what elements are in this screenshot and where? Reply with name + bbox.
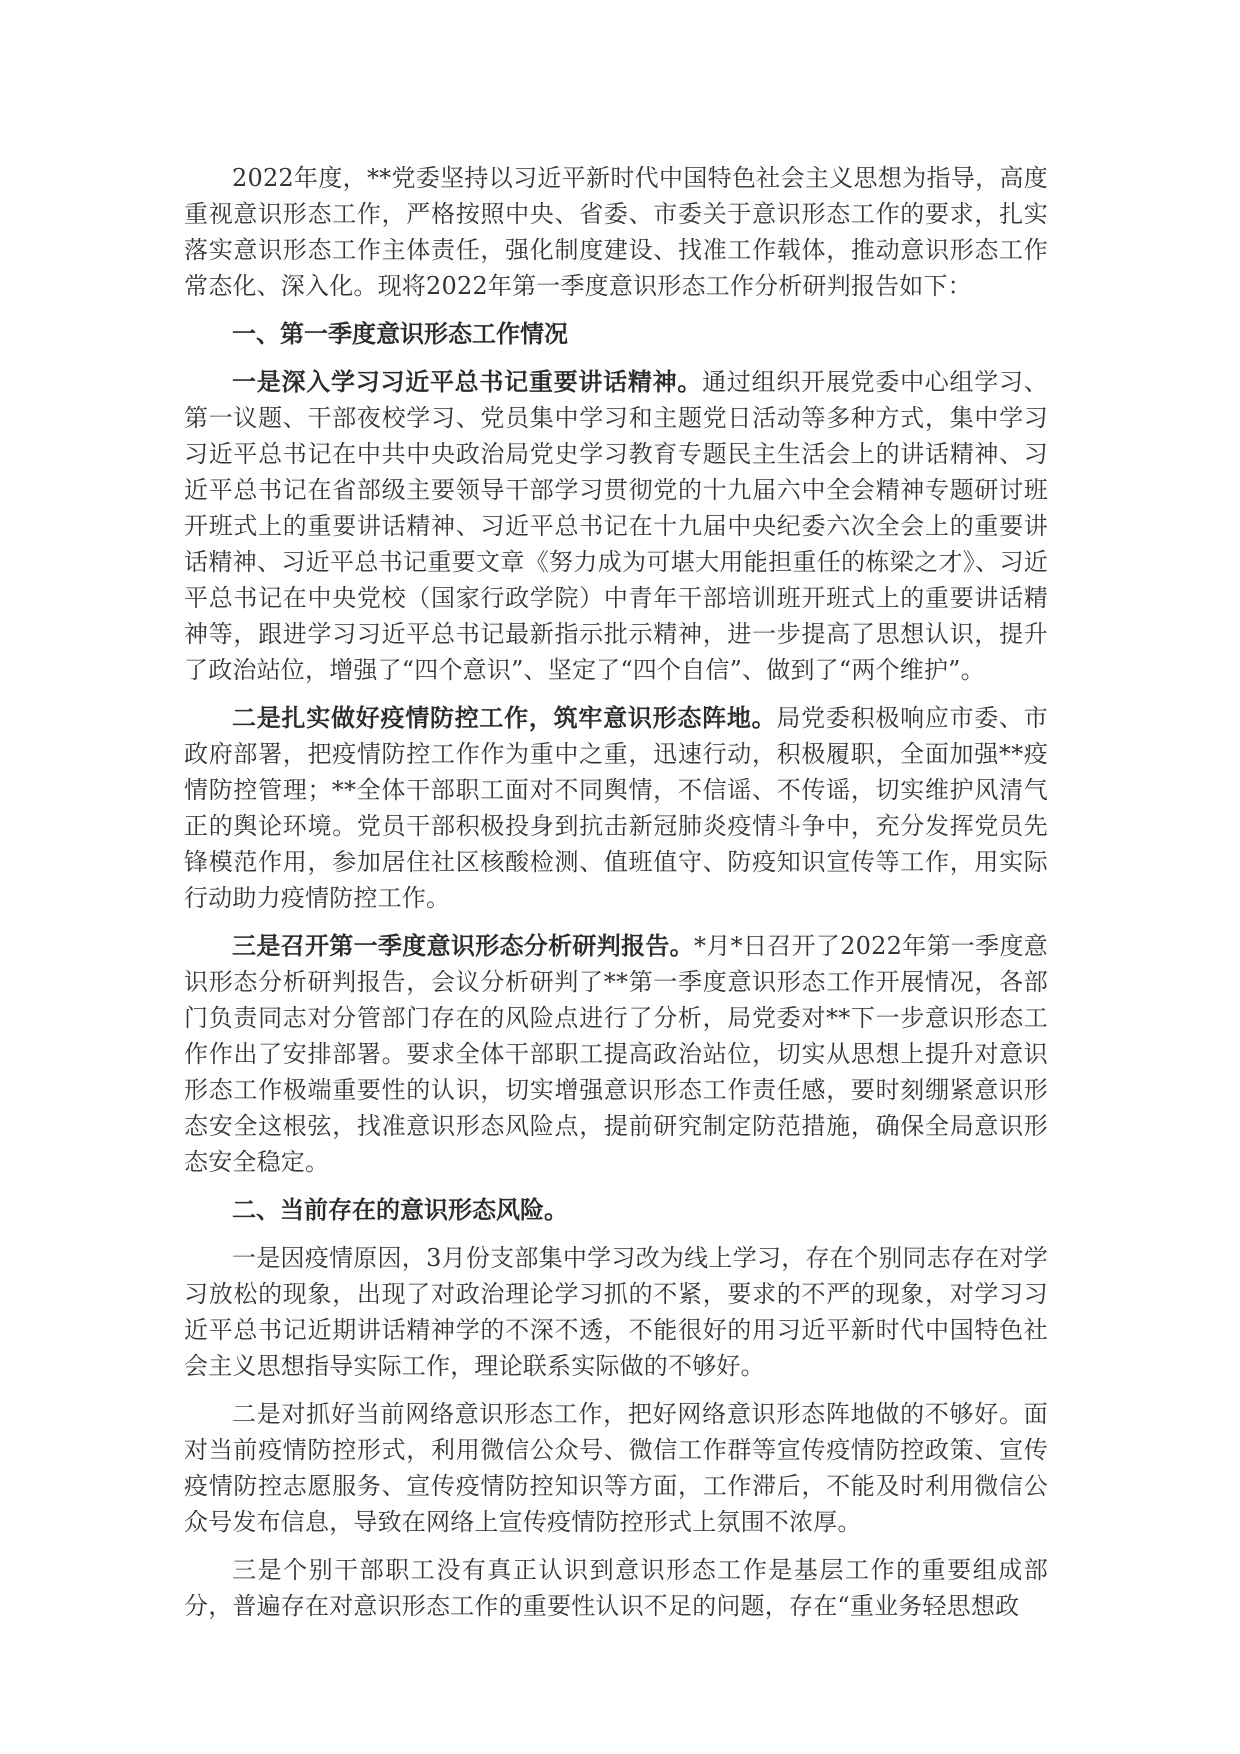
section-1-item-2 [184, 700, 1048, 916]
intro-paragraph: 2022年度，**党委坚持以习近平新时代中国特色社会主义思想为指导，高度重视意识形态工作，严格按照中央、省委、市委关于意识形态工作的要求，扎实落实意识形态工作主体责任，强化制度建设、找准工作载体，推动意识形态工作常态化、深入化。现将2022年第一季度意识形态工作分析研判报告如下： [184, 164, 1048, 300]
document-page [184, 160, 1048, 1636]
section-2-paragraph-3: 三是个别干部职工没有真正认识到意识形态工作是基层工作的重要组成部分，普遍存在对意识形态工作的重要性认识不足的问题，存在“重业务轻思想政 [184, 1556, 1048, 1620]
item-2-body: 局党委积极响应市委、市政府部署，把疫情防控工作作为重中之重，迅速行动，积极履职，全面加强**疫情防控管理；**全体干部职工面对不同舆情，不信谣、不传谣，切实维护风清气正的舆论环境。党员干部积极投身到抗击新冠肺炎疫情斗争中，充分发挥党员先锋模范作用，参加居住社区核酸检测、值班值守、防疫知识宣传等工作，用实际行动助力疫情防控工作。 [184, 704, 1048, 912]
item-3-lead: 三是召开第一季度意识形态分析研判报告。 [232, 932, 694, 960]
section-1-heading: 一、第一季度意识形态工作情况 [232, 320, 568, 348]
section-1-item-3 [184, 928, 1048, 1180]
section-1-item-1 [184, 364, 1048, 688]
item-1-lead: 一是深入学习习近平总书记重要讲话精神。 [232, 368, 703, 396]
item-2-lead: 二是扎实做好疫情防控工作，筑牢意识形态阵地。 [232, 704, 777, 732]
section-2-heading: 二、当前存在的意识形态风险。 [232, 1196, 568, 1224]
section-2-paragraph-1: 一是因疫情原因，3月份支部集中学习改为线上学习，存在个别同志存在对学习放松的现象，出现了对政治理论学习抓的不紧，要求的不严的现象，对学习习近平总书记近期讲话精神学的不深不透，不能很好的用习近平新时代中国特色社会主义思想指导实际工作，理论联系实际做的不够好。 [184, 1244, 1048, 1380]
item-1-body: 通过组织开展党委中心组学习、第一议题、干部夜校学习、党员集中学习和主题党日活动等多种方式，集中学习习近平总书记在中共中央政治局党史学习教育专题民主生活会上的讲话精神、习近平总书记在省部级主要领导干部学习贯彻党的十九届六中全会精神专题研讨班开班式上的重要讲话精神、习近平总书记在十九届中央纪委六次全会上的重要讲话精神、习近平总书记重要文章《努力成为可堪大用能担重任的栋梁之才》、习近平总书记在中央党校（国家行政学院）中青年干部培训班开班式上的重要讲话精神等，跟进学习习近平总书记最新指示批示精神，进一步提高了思想认识，提升了政治站位，增强了“四个意识”、坚定了“四个自信”、做到了“两个维护”。 [184, 368, 1048, 684]
item-3-body: *月*日召开了2022年第一季度意识形态分析研判报告，会议分析研判了**第一季度意识形态工作开展情况，各部门负责同志对分管部门存在的风险点进行了分析，局党委对**下一步意识形态工作作出了安排部署。要求全体干部职工提高政治站位，切实从思想上提升对意识形态工作极端重要性的认识，切实增强意识形态工作责任感，要时刻绷紧意识形态安全这根弦，找准意识形态风险点，提前研究制定防范措施，确保全局意识形态安全稳定。 [184, 932, 1048, 1176]
section-2-paragraph-2: 二是对抓好当前网络意识形态工作，把好网络意识形态阵地做的不够好。面对当前疫情防控形式，利用微信公众号、微信工作群等宣传疫情防控政策、宣传疫情防控志愿服务、宣传疫情防控知识等方面，工作滞后，不能及时利用微信公众号发布信息，导致在网络上宣传疫情防控形式上氛围不浓厚。 [184, 1400, 1048, 1536]
